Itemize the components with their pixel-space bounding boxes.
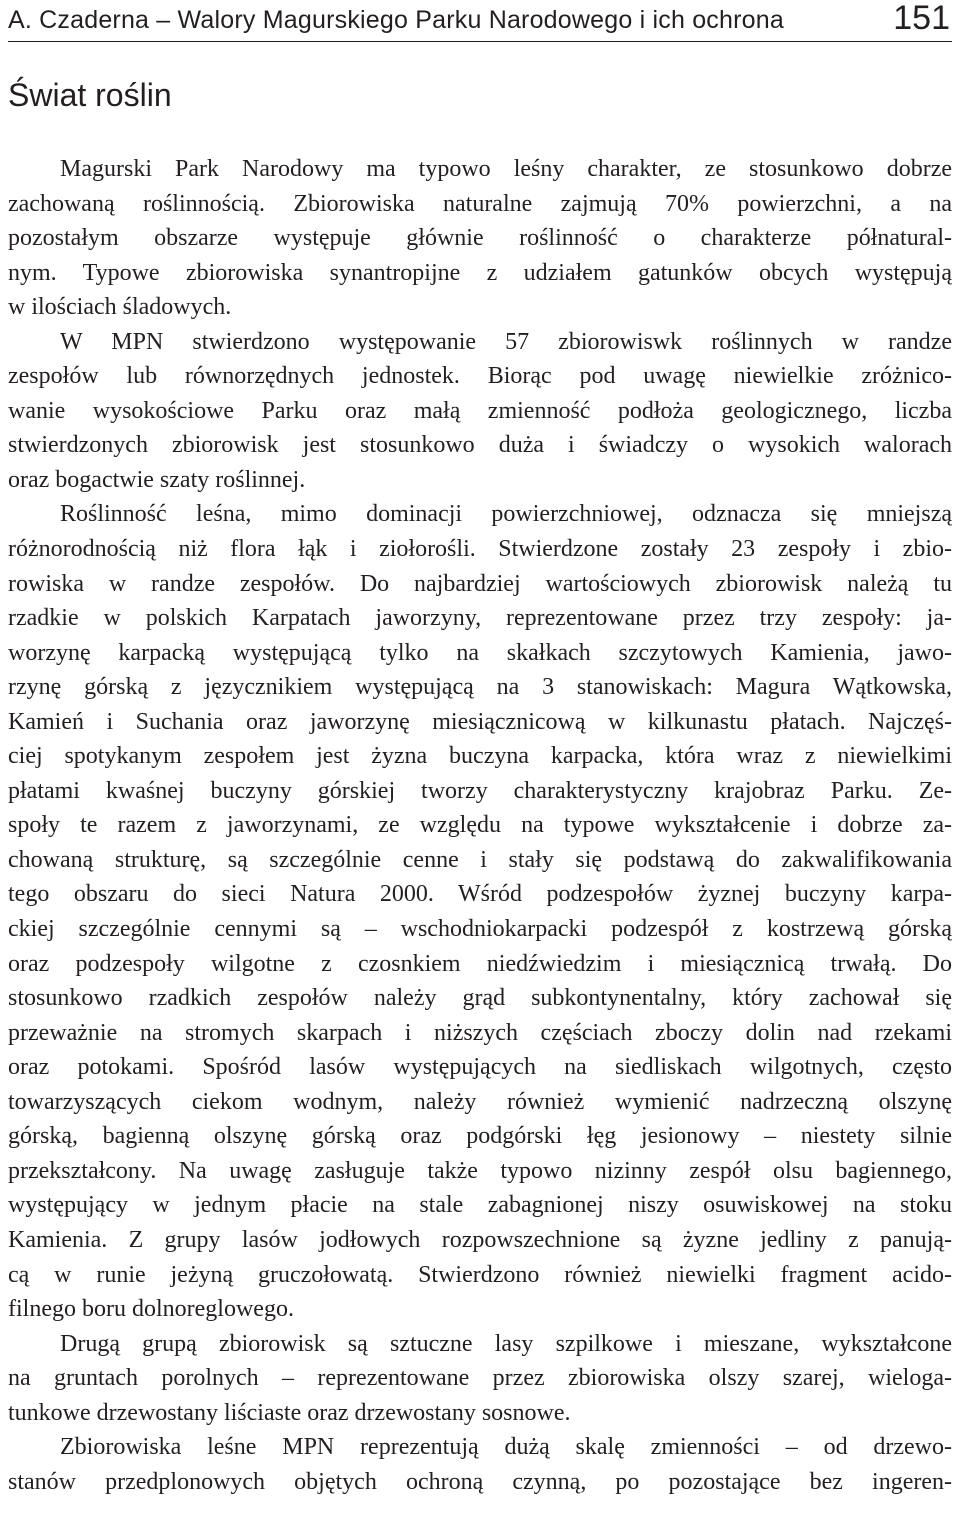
text-line: występujący w jednym płacie na stale zabagnionej niszy osuwiskowej na stoku [8,1192,952,1219]
text-line: Drugą grupą zbiorowisk są sztuczne lasy szpilkowe i mieszane, wykształcone [60,1330,952,1357]
text-line: filnego boru dolnoreglowego. [8,1296,294,1323]
text-line: Kamienia. Z grupy lasów jodłowych rozpowszechnione są żyzne jedliny z panują- [8,1226,952,1253]
text-line: płatami kwaśnej buczyny górskiej tworzy charakterystyczny krajobraz Parku. Ze- [8,777,952,804]
text-line: Magurski Park Narodowy ma typowo leśny charakter, ze stosunkowo dobrze [60,156,952,182]
text-line: cą w runie jeżyną gruczołowatą. Stwierdzono również niewielki fragment acido- [8,1261,952,1288]
body-text [8,152,952,1499]
text-line: różnorodnością niż flora łąk i ziołorośli. Stwierdzone zostały 23 zespoły i zbio- [8,536,952,563]
text-line: W MPN stwierdzono występowanie 57 zbiorowiswk roślinnych w randze [60,328,952,355]
text-line: ckiej szczególnie cennymi są – wschodniokarpacki podzespół z kostrzewą górską [8,916,952,943]
text-line: stwierdzonych zbiorowisk jest stosunkowo duża i świadczy o wysokich walorach [8,432,952,459]
text-line: nym. Typowe zbiorowiska synantropijne z udziałem gatunków obcych występują [8,259,952,286]
section-title: Świat roślin [8,77,172,113]
running-head [8,0,952,42]
text-line: rowiska w randze zespołów. Do najbardziej wartościowych zbiorowisk należą tu [8,570,952,597]
running-title: A. Czaderna – Walory Magurskiego Parku Narodowego i ich ochrona [8,6,784,34]
text-line: rzadkie w polskich Karpatach jaworzyny, reprezentowane przez trzy zespoły: ja- [8,605,952,632]
paragraph [8,1430,952,1499]
text-line: ciej spotykanym zespołem jest żyzna buczyna karpacka, która wraz z niewielkimi [8,743,952,770]
text-line: zespołów lub równorzędnych jednostek. Biorąc pod uwagę niewielkie zróżnico- [8,363,952,390]
paragraph [8,1327,952,1431]
text-line: górską, bagienną olszynę górską oraz podgórski łęg jesionowy – niestety silnie [8,1123,952,1150]
text-line: tunkowe drzewostany liściaste oraz drzewostany sosnowe. [8,1399,571,1426]
text-line: na gruntach porolnych – reprezentowane przez zbiorowiska olszy szarej, wieloga- [8,1365,952,1392]
paragraph [8,325,952,498]
text-line: tego obszaru do sieci Natura 2000. Wśród podzespołów żyznej buczyny karpa- [8,881,952,908]
text-line: Kamień i Suchania oraz jaworzynę miesiącznicową w kilkunastu płatach. Najczęś- [8,708,952,735]
text-line: worzynę karpacką występującą tylko na skałkach szczytowych Kamienia, jawo- [8,639,952,666]
text-line: przekształcony. Na uwagę zasługuje także typowo nizinny zespół olsu bagiennego, [8,1157,952,1184]
text-line: chowaną strukturę, są szczególnie cenne i stały się podstawą do zakwalifikowania [8,846,952,873]
text-line: oraz bogactwie szaty roślinnej. [8,466,306,493]
text-line: stosunkowo rzadkich zespołów należy grąd subkontynentalny, który zachował się [8,985,952,1012]
paragraph [8,497,952,1326]
text-line: oraz podzespoły wilgotne z czosnkiem niedźwiedzim i miesiącznicą trwałą. Do [8,950,952,977]
text-line: towarzyszących ciekom wodnym, należy również wymienić nadrzeczną olszynę [8,1088,952,1115]
paragraph [8,152,952,325]
page-number: 151 [893,0,950,37]
text-line: rzynę górską z języcznikiem występującą na 3 stanowiskach: Magura Wątkowska, [8,674,952,701]
text-line: społy te razem z jaworzynami, ze względu na typowe wykształcenie i dobrze za- [8,812,952,839]
text-line: wanie wysokościowe Parku oraz małą zmienność podłoża geologicznego, liczba [8,397,952,424]
text-line: stanów przedplonowych objętych ochroną czynną, po pozostające bez ingeren- [8,1468,952,1495]
text-line: pozostałym obszarze występuje głównie roślinność o charakterze półnatural- [8,225,952,252]
text-line: przeważnie na stromych skarpach i niższych częściach zboczy dolin nad rzekami [8,1019,952,1046]
text-line: Roślinność leśna, mimo dominacji powierzchniowej, odznacza się mniejszą [60,501,952,528]
text-line: Zbiorowiska leśne MPN reprezentują dużą skalę zmienności – od drzewo- [60,1434,952,1461]
text-line: zachowaną roślinnością. Zbiorowiska naturalne zajmują 70% powierzchni, a na [8,190,952,217]
text-line: w ilościach śladowych. [8,294,232,321]
text-line: oraz potokami. Spośród lasów występujących na siedliskach wilgotnych, często [8,1054,952,1081]
